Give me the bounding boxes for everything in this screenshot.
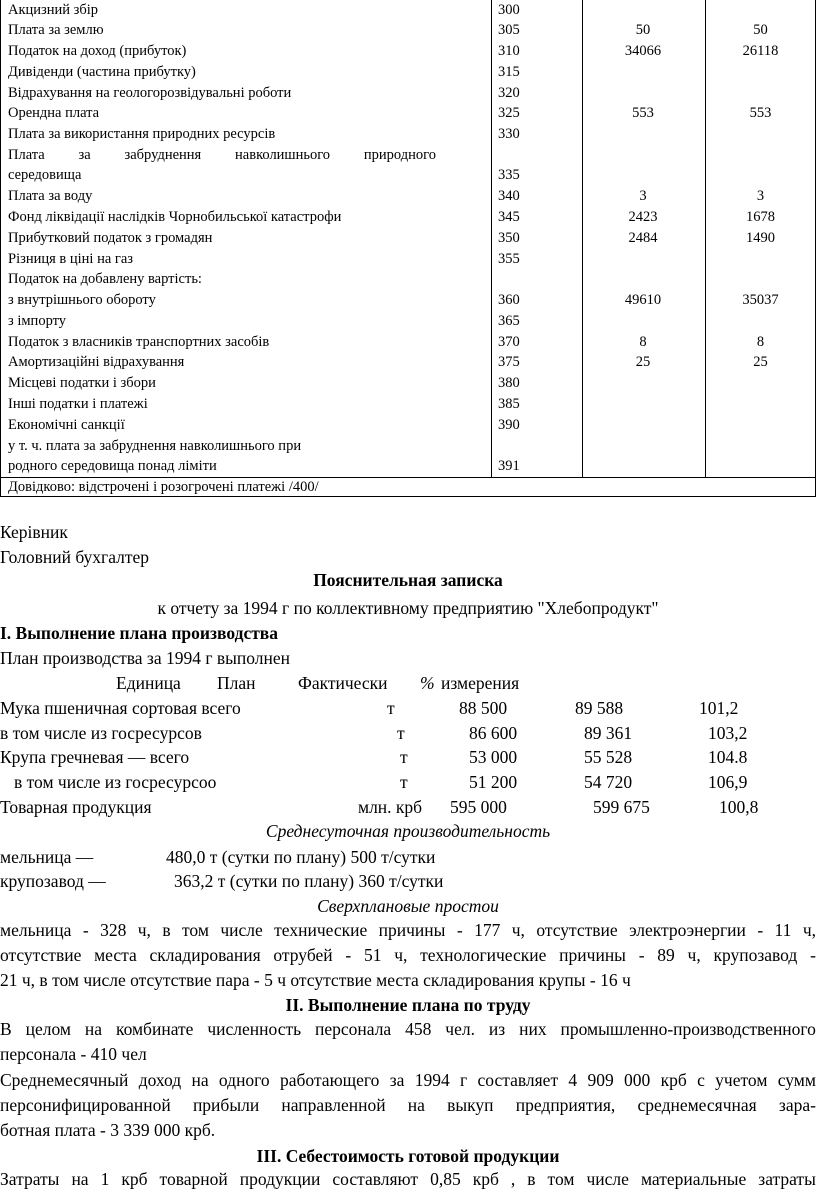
table-row-name: з імпорту — [8, 313, 67, 329]
section-3-heading: III. Себестоимость готовой продукции — [256, 1146, 560, 1166]
table-row-name: Місцеві податки і збори — [8, 375, 156, 391]
table-row-code: 365 — [498, 313, 520, 329]
table-row-name: Податок на доход (прибуток) — [8, 43, 187, 59]
table-row-name: Дивіденди (частина прибутку) — [8, 64, 196, 80]
table-row-name: Плата за землю — [8, 22, 104, 38]
pollution-word: за — [78, 147, 91, 163]
section-2-heading: II. Выполнение плана по труду — [285, 995, 531, 1015]
table-row-value-start: 2484 — [628, 230, 658, 246]
table-row-value-start: 3 — [639, 188, 647, 204]
paragraph-line — [0, 1018, 816, 1041]
table-row-value-start: 34066 — [624, 43, 662, 59]
table-row-name: Інші податки і платежі — [8, 396, 148, 412]
table-row-code: 345 — [498, 209, 520, 225]
table-row-code: 385 — [498, 396, 520, 412]
production-row-fact: 89 361 — [584, 723, 633, 743]
table-row-code: 350 — [498, 230, 520, 246]
paragraph-line: персонала - 410 чел — [0, 1044, 147, 1064]
justified-line: В целом на комбинате численность персонала 458 чел. из них промышленно-производственного — [0, 1019, 816, 1039]
productivity-cereal-label: крупозавод — — [0, 871, 106, 891]
production-row-plan: 53 000 — [469, 747, 518, 767]
col-header-unit: Единица — [116, 673, 181, 693]
table-row-code: 390 — [498, 417, 520, 433]
table-row-value-start: 2423 — [628, 209, 658, 225]
production-row-fact: 599 675 — [593, 797, 650, 817]
table-row-name: Економічні санкції — [8, 417, 125, 433]
table-row-value-end: 35037 — [742, 292, 779, 308]
production-row-name: Товарная продукция — [0, 797, 152, 817]
table-row-value-start: 50 — [635, 22, 651, 38]
table-row-code: 330 — [498, 126, 520, 142]
note-title: Пояснительная записка — [313, 570, 503, 590]
table-row-code: 315 — [498, 64, 520, 80]
justified-line: мельница - 328 ч, в том числе технические причины - 177 ч, отсутствие электроэнергии - 11 ч, — [0, 920, 816, 940]
paragraph-line: ботная плата - 3 339 000 крб. — [0, 1120, 216, 1140]
table-row-name: у т. ч. плата за забруднення навколишнього при — [8, 438, 302, 454]
paragraph-line — [0, 944, 816, 967]
production-row-unit: млн. крб — [358, 797, 423, 817]
signature-accountant-label: Головний бухгалтер — [0, 547, 150, 567]
production-row-name: в том числе из госресурсоо — [14, 772, 217, 792]
note-subtitle: к отчету за 1994 г по коллективному предприятию "Хлебопродукт" — [157, 598, 659, 618]
production-row-pct: 106,9 — [708, 772, 748, 792]
production-row-fact: 55 528 — [584, 747, 633, 767]
table-row-value-end: 1678 — [746, 209, 775, 225]
production-row-plan: 595 000 — [450, 797, 507, 817]
table-row-code: 380 — [498, 375, 520, 391]
table-row-name: Податок на добавлену вартість: — [8, 271, 202, 287]
col-header-plan: План — [217, 673, 256, 693]
table-row-name: Плата за використання природних ресурсів — [8, 126, 276, 142]
production-row-pct: 101,2 — [699, 698, 739, 718]
table-row-name: Фонд ліквідації наслідків Чорнобильської катастрофи — [8, 209, 342, 225]
table-row-code: 325 — [498, 105, 520, 121]
production-row-unit: т — [387, 698, 395, 718]
paragraph-line — [0, 919, 816, 942]
table-row-code: 355 — [498, 251, 520, 267]
table-row-name: родного середовища понад ліміти — [8, 458, 217, 474]
col-header-percent: % — [420, 673, 435, 693]
pollution-fee-line — [8, 145, 436, 165]
table-col-divider-code — [491, 0, 492, 477]
justified-line: Среднемесячный доход на одного работающего за 1994 г составляет 4 909 000 крб с учетом сумм — [0, 1070, 816, 1090]
table-row-code: 305 — [498, 22, 520, 38]
table-row-name: Акцизний збір — [8, 2, 99, 18]
table-row-value-end: 3 — [756, 188, 765, 204]
col-header-fact: Фактически — [298, 673, 388, 693]
downtime-heading: Сверхплановые простои — [317, 896, 499, 916]
productivity-mill-value: 480,0 т (сутки по плану) 500 т/сутки — [166, 847, 436, 867]
production-row-pct: 103,2 — [708, 723, 748, 743]
justified-line: Затраты на 1 крб товарной продукции составляют 0,85 крб , в том числе материальные затраты — [0, 1169, 816, 1189]
table-row-value-end: 8 — [756, 334, 765, 350]
table-row-value-end: 26118 — [742, 43, 779, 59]
table-row-code: 375 — [498, 354, 520, 370]
table-row-code: 335 — [498, 167, 520, 183]
production-row-pct: 100,8 — [719, 797, 759, 817]
production-row-plan: 88 500 — [459, 698, 508, 718]
justified-line: персонифицированной прибыли направленной на выкуп предприятия, среднемесячная зара- — [0, 1095, 816, 1115]
production-row-name: Крупа гречневая — всего — [0, 747, 190, 767]
table-footer-text: Довідково: відстрочені і розогрочені платежі /400/ — [8, 479, 319, 495]
table-row-code: 340 — [498, 188, 520, 204]
production-row-plan: 51 200 — [469, 772, 518, 792]
paragraph-line — [0, 1069, 816, 1092]
table-row-name: середовища — [8, 167, 82, 183]
table-row-value-start: 25 — [635, 354, 651, 370]
table-border-left — [0, 0, 1, 497]
col-header-measure: измерения — [441, 673, 520, 693]
paragraph-line — [0, 1168, 816, 1191]
table-row-code: 300 — [498, 2, 520, 18]
table-row-name: Орендна плата — [8, 105, 100, 121]
pollution-word: забруднення — [124, 147, 202, 163]
production-row-pct: 104.8 — [708, 747, 748, 767]
table-row-value-start: 553 — [632, 105, 654, 121]
table-row-name: Різниця в ціні на газ — [8, 251, 133, 267]
production-row-name: Мука пшеничная сортовая всего — [0, 698, 241, 718]
signature-head-label: Керівник — [0, 522, 68, 542]
justified-line: отсутствие места складирования отрубей - 51 ч, технологические причины - 89 ч, крупозавод - — [0, 945, 816, 965]
table-row-name: з внутрішнього обороту — [8, 292, 156, 308]
table-row-value-end: 553 — [749, 105, 772, 121]
section-1-heading: I. Выполнение плана производства — [0, 623, 279, 643]
table-row-code: 370 — [498, 334, 520, 350]
tax-payments-table — [0, 0, 816, 497]
table-row-name: Плата за воду — [8, 188, 93, 204]
table-row-name: Відрахування на геологорозвідувальні роботи — [8, 85, 292, 101]
paragraph-line — [0, 1094, 816, 1117]
table-row-code: 320 — [498, 85, 520, 101]
table-row-name: Прибутковий податок з громадян — [8, 230, 213, 246]
productivity-mill-label: мельница — — [0, 847, 94, 867]
productivity-cereal-value: 363,2 т (сутки по плану) 360 т/сутки — [174, 871, 444, 891]
table-row-name: Амортизаційні відрахування — [8, 354, 185, 370]
table-row-value-end: 25 — [753, 354, 768, 370]
pollution-word: Плата — [8, 147, 45, 163]
table-row-code: 391 — [498, 458, 520, 474]
table-row-value-end: 50 — [753, 22, 768, 38]
section-1-intro: План производства за 1994 г выполнен — [0, 648, 291, 668]
production-row-fact: 54 720 — [584, 772, 633, 792]
table-row-value-start: 8 — [639, 334, 647, 350]
production-row-unit: т — [400, 747, 408, 767]
table-row-code: 360 — [498, 292, 520, 308]
paragraph-line: 21 ч, в том числе отсутствие пара - 5 ч отсутствие места складирования крупы - 16 ч — [0, 970, 631, 990]
production-row-name: в том числе из госресурсов — [0, 723, 202, 743]
productivity-heading: Среднесуточная производительность — [265, 821, 551, 841]
table-row-code: 310 — [498, 43, 520, 59]
production-row-unit: т — [397, 723, 405, 743]
table-row-value-start: 49610 — [624, 292, 662, 308]
table-row-name: Податок з власників транспортних засобів — [8, 334, 270, 350]
pollution-word: навколишнього — [235, 147, 331, 163]
production-row-fact: 89 588 — [575, 698, 624, 718]
production-row-plan: 86 600 — [469, 723, 518, 743]
production-row-unit: т — [400, 772, 408, 792]
pollution-word: природного — [363, 147, 436, 163]
table-row-value-end: 1490 — [746, 230, 775, 246]
